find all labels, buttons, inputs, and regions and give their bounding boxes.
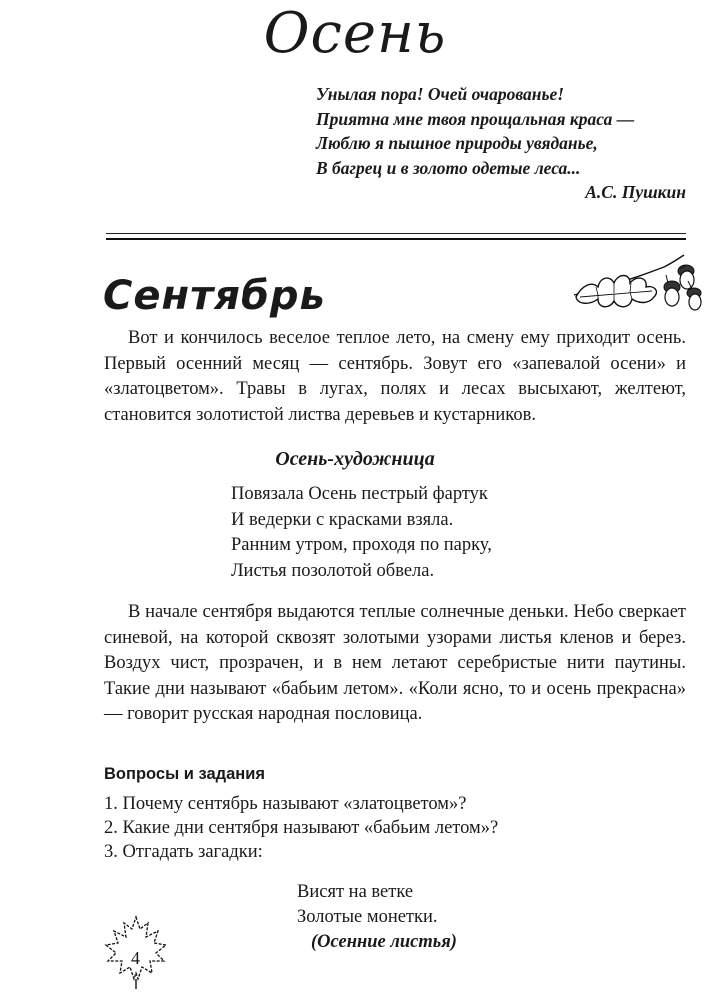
questions-heading: Вопросы и задания (104, 765, 266, 783)
poem-line: Ранним утром, проходя по парку, (231, 535, 492, 555)
poem-line: И ведерки с красками взяла. (231, 509, 454, 530)
riddle (297, 880, 457, 955)
riddle-line: Золотые монетки. (297, 907, 438, 927)
question-item: 3. Отгадать загадки: (104, 842, 263, 862)
poem-line: Листья позолотой обвела. (231, 560, 435, 581)
questions-list (104, 792, 498, 864)
divider-thick (106, 238, 686, 240)
riddle-line: Висят на ветке (297, 882, 414, 902)
question-item: 2. Какие дни сентября называют «бабьим летом»? (104, 818, 499, 838)
question-item: 1. Почему сентябрь называют «златоцветом»? (104, 794, 467, 814)
section-heading: Сентябрь (103, 273, 326, 319)
paragraph-indian-summer (104, 600, 686, 728)
poem-line: Повязала Осень пестрый фартук (231, 484, 488, 504)
epigraph (316, 82, 686, 205)
poem (231, 482, 492, 584)
paragraph-text: Вот и кончилось веселое теплое лето, на смену ему приходит осень. Первый осенний месяц — сентябрь. Зовут его «запевалой осени» и «златоцветом». Травы в лугах, полях и лесах высыхают, желтеют, становится золотистой листва деревьев и кустарников. (104, 328, 686, 425)
epigraph-line: В багрец и в золото одетые леса... (316, 157, 581, 178)
oak-branch-icon (568, 247, 706, 317)
epigraph-line: Унылая пора! Очей очарованье! (316, 84, 565, 104)
riddle-answer: (Осенние листья) (311, 932, 457, 952)
divider-thin (106, 233, 686, 234)
poem-title: Осень-художница (275, 448, 435, 470)
epigraph-author: А.С. Пушкин (585, 182, 686, 202)
page-number: 4 (131, 948, 140, 968)
epigraph-line: Люблю я пышное природы увяданье, (316, 133, 598, 153)
epigraph-line: Приятна мне твоя прощальная краса — (316, 108, 635, 129)
page-title: Осень (263, 1, 447, 66)
paragraph-text: В начале сентября выдаются теплые солнечные деньки. Небо сверкает синевой, на которой сквозят золотыми узорами листья кленов и берез. Воздух чист, прозрачен, и в нем летают серебристые нити паутины. Такие дни называют «бабьим летом». «Коли ясно, то и осень прекрасна» — говорит русская народная пословица. (104, 602, 686, 724)
paragraph-intro (104, 326, 686, 428)
